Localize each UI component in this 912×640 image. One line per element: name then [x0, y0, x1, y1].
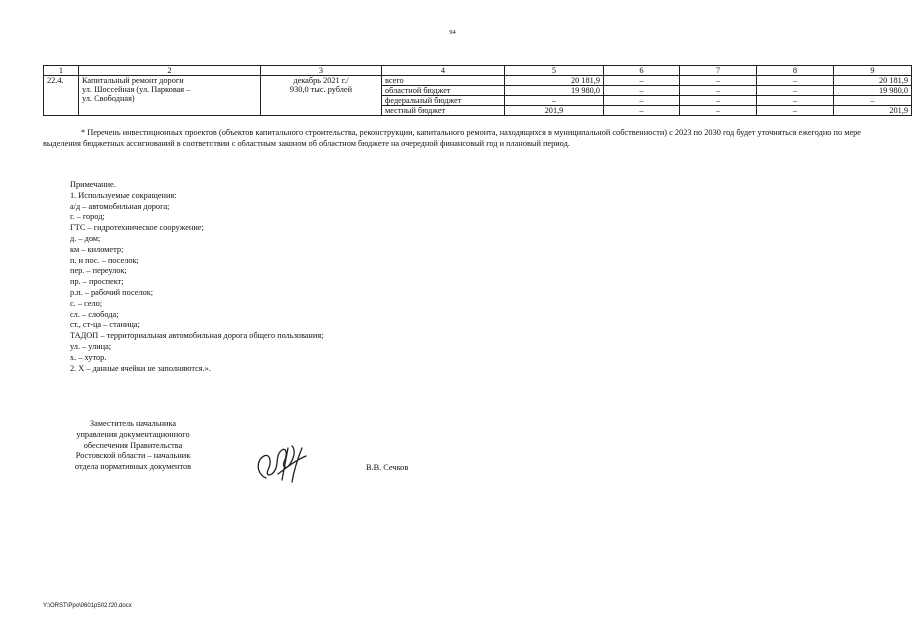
signer-title: [38, 419, 228, 473]
value-cell: 19 980,0: [505, 86, 604, 96]
item-number-cell: 22.4.: [44, 76, 79, 116]
abbreviation-item: пр. – проспект;: [70, 277, 124, 287]
header-cell: 8: [757, 66, 834, 76]
abbreviation-item: сл. – слобода;: [70, 309, 119, 319]
value-cell: –: [834, 96, 912, 106]
signer-title-line: управления документационного: [76, 429, 190, 439]
object-name-line: ул. Шоссейная (ул. Парковая –: [82, 85, 191, 94]
notes-title: Примечание.: [70, 180, 116, 189]
term-cost-cell: [261, 76, 382, 116]
value-cell: 20 181,9: [505, 76, 604, 86]
value-cell: –: [680, 106, 757, 116]
abbreviation-item: р.п. – рабочий поселок;: [70, 287, 154, 297]
value-cell: 20 181,9: [834, 76, 912, 86]
value-cell: –: [757, 86, 834, 96]
signer-title-line: отдела нормативных документов: [74, 462, 192, 472]
file-path: Y:\ORST\Ppo\0601p502.f20.docx: [43, 603, 132, 609]
notes-final: 2. Х – данные ячейки не заполняются.».: [70, 363, 211, 373]
abbreviation-item: км – километр;: [70, 244, 124, 254]
header-cell: 3: [261, 66, 382, 76]
signer-title-line: Ростовской области – начальник: [75, 451, 191, 461]
abbreviation-item: ГТС – гидротехническое сооружение;: [70, 223, 204, 233]
abbreviation-item: пер. – переулок;: [70, 266, 127, 276]
funding-source-cell: федеральный бюджет: [382, 96, 505, 106]
abbreviation-item: п. и пос. – поселок;: [70, 255, 139, 265]
abbreviation-item: д. – дом;: [70, 233, 101, 243]
value-cell: –: [680, 86, 757, 96]
value-cell: 201,9: [505, 106, 604, 116]
value-cell: –: [604, 96, 680, 106]
value-cell: –: [757, 76, 834, 86]
funding-source-cell: местный бюджет: [382, 106, 505, 116]
value-cell: –: [680, 76, 757, 86]
header-cell: 2: [79, 66, 261, 76]
abbreviation-item: г. – город;: [70, 212, 105, 222]
term-line: декабрь 2021 г./: [293, 76, 349, 85]
page-number: 94: [449, 29, 456, 36]
table-row: [44, 76, 912, 86]
header-cell: 1: [44, 66, 79, 76]
object-name-line: ул. Свободная): [82, 94, 135, 103]
value-cell: –: [604, 76, 680, 86]
header-cell: 7: [680, 66, 757, 76]
header-cell: 9: [834, 66, 912, 76]
abbreviation-item: х. – хутор.: [70, 352, 107, 362]
value-cell: –: [505, 96, 604, 106]
value-cell: –: [757, 106, 834, 116]
object-name-line: Капитальный ремонт дороги: [82, 76, 184, 85]
value-cell: –: [604, 106, 680, 116]
funding-source-cell: областной бюджет: [382, 86, 505, 96]
value-cell: –: [680, 96, 757, 106]
footnote: [43, 128, 861, 149]
budget-table: [43, 65, 912, 116]
notes-section: [70, 180, 323, 374]
signer-title-line: обеспечения Правительства: [83, 440, 183, 450]
value-cell: 201,9: [834, 106, 912, 116]
abbreviation-item: а/д – автомобильная дорога;: [70, 201, 170, 211]
table-header-row: [44, 66, 912, 76]
signer-title-line: Заместитель начальника: [89, 419, 177, 428]
abbreviation-item: с. – село;: [70, 298, 103, 308]
cost-line: 930,0 тыс. рублей: [289, 85, 353, 94]
value-cell: 19 980,0: [834, 86, 912, 96]
funding-source-cell: всего: [382, 76, 505, 86]
abbreviation-item: ст., ст-ца – станица;: [70, 320, 140, 330]
value-cell: –: [604, 86, 680, 96]
header-cell: 6: [604, 66, 680, 76]
object-name-cell: [79, 76, 261, 116]
footnote-text: * Перечень инвестиционных проектов (объектов капитального строительства, реконструкции, капитального ремонта, находящихся в муниципальной собственности) с 2023 по 2030 год будет уточняться ежегодно по мере выделения бюджетных ассигнований в соответствии с областным законом об областном бюджете на очередной финансовый год и плановый период.: [43, 128, 861, 148]
header-cell: 4: [382, 66, 505, 76]
handwritten-signature: [252, 440, 312, 486]
abbreviation-item: ул. – улица;: [70, 341, 112, 351]
abbreviation-item: ТАДОП – территориальная автомобильная дорога общего пользования;: [70, 331, 324, 341]
signer-name: В.В. Сечков: [366, 463, 409, 472]
value-cell: –: [757, 96, 834, 106]
notes-subtitle: 1. Используемые сокращения:: [70, 190, 177, 200]
header-cell: 5: [505, 66, 604, 76]
